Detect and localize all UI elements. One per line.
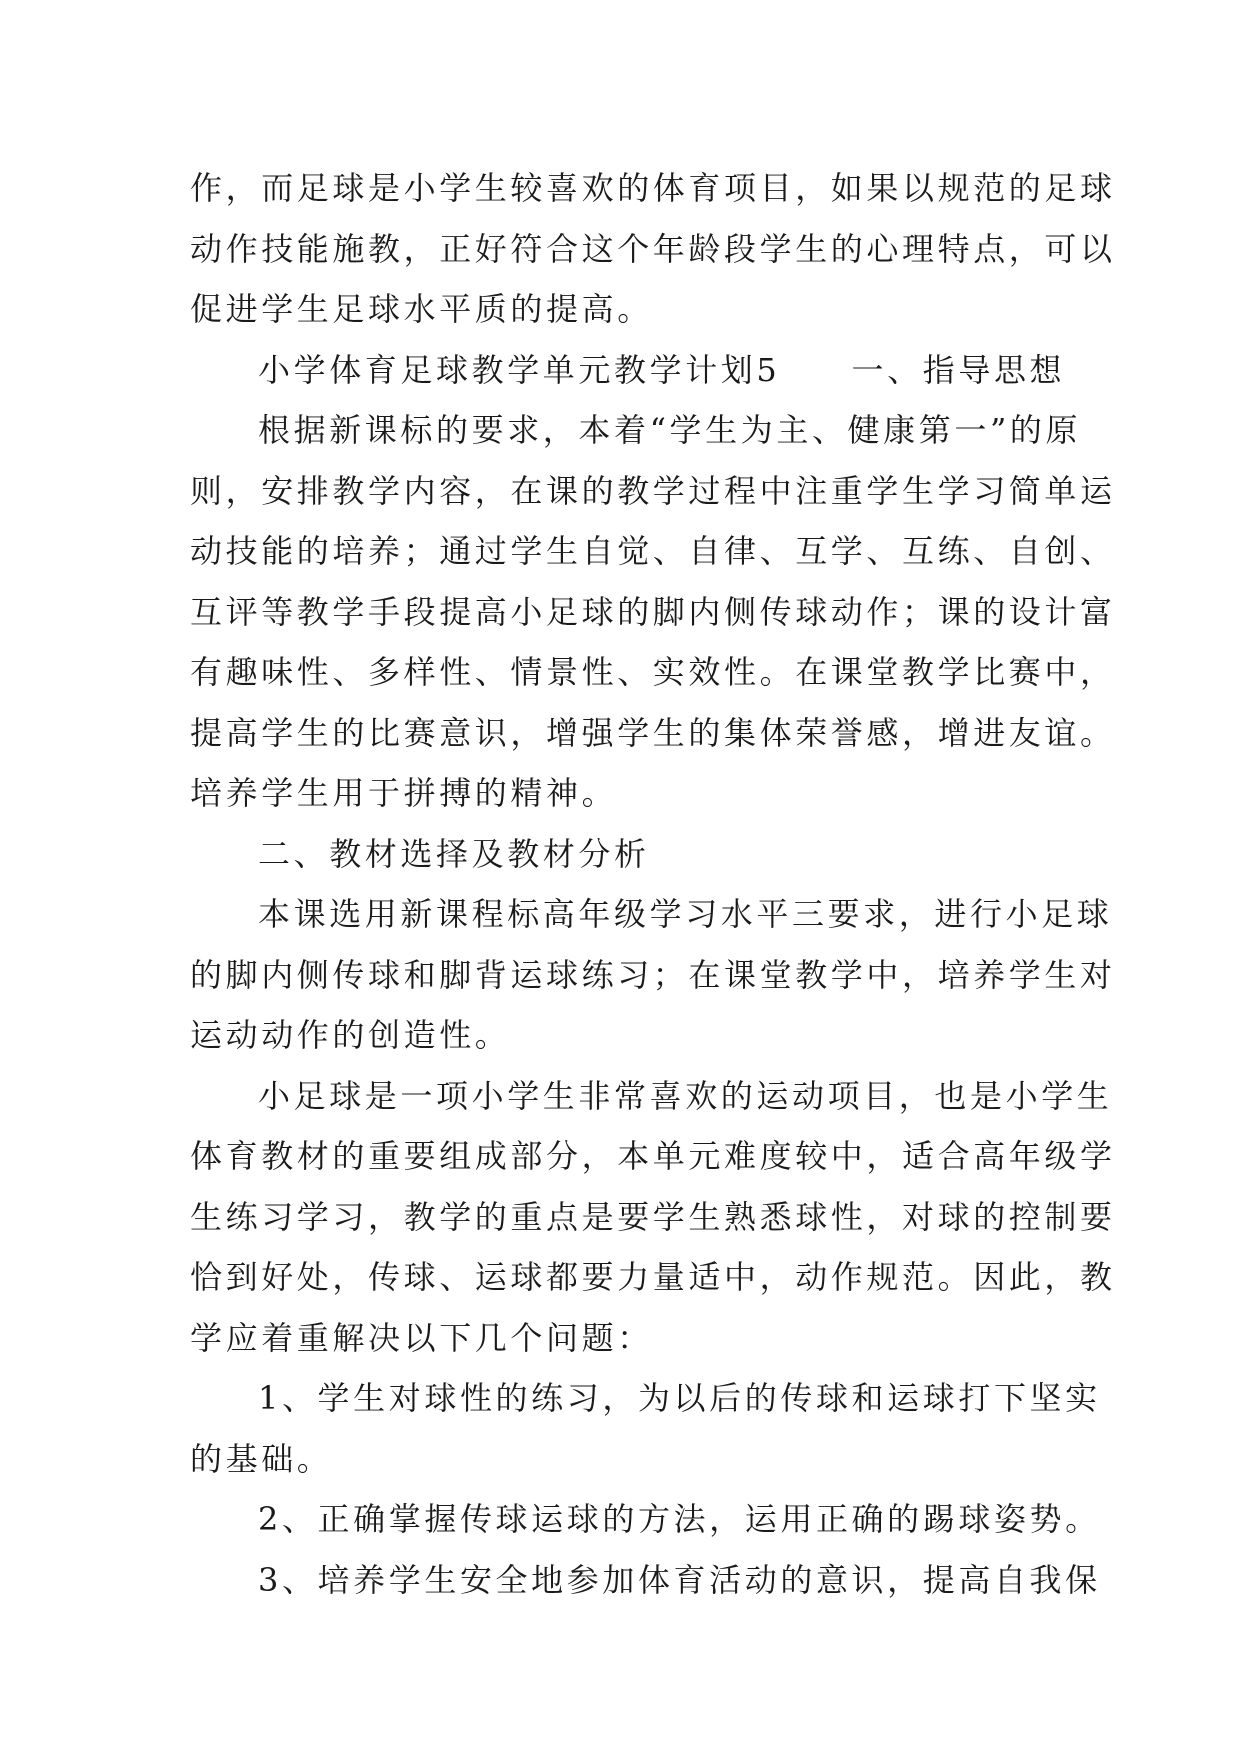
document-body <box>190 158 1116 1610</box>
list-item: 2、正确掌握传球运球的方法，运用正确的踢球姿势。 <box>258 1500 1101 1538</box>
text-line: 的脚内侧传球和脚背运球练习；在课堂教学中，培养学生对 <box>190 955 1116 994</box>
text-line: 恰到好处，传球、运球都要力量适中，动作规范。因此，教 <box>190 1258 1116 1296</box>
text-line: 生练习学习，教学的重点是要学生熟悉球性，对球的控制要 <box>190 1197 1116 1236</box>
section-heading: 二、教材选择及教材分析 <box>258 834 650 873</box>
text-line: 体育教材的重要组成部分，本单元难度较中，适合高年级学 <box>190 1137 1116 1175</box>
text-line: 促进学生足球水平质的提高。 <box>190 290 653 328</box>
text-line: 本课选用新课程标高年级学习水平三要求，进行小足球 <box>258 895 1113 933</box>
text-line: 有趣味性、多样性、情景性、实效性。在课堂教学比赛中， <box>190 653 1116 691</box>
text-line: 的基础。 <box>190 1439 333 1478</box>
text-line: 作，而足球是小学生较喜欢的体育项目，如果以规范的足球 <box>190 169 1116 207</box>
text-line: 培养学生用于拼搏的精神。 <box>190 774 618 812</box>
text-line: 学应着重解决以下几个问题： <box>190 1318 653 1357</box>
text-line: 互评等教学手段提高小足球的脚内侧传球动作；课的设计富 <box>190 592 1116 631</box>
text-line: 则，安排教学内容，在课的教学过程中注重学生学习简单运 <box>190 471 1116 510</box>
section-heading: 小学体育足球教学单元教学计划5 一、指导思想 <box>258 350 1066 389</box>
list-item: 3、培养学生安全地参加体育活动的意识，提高自我保 <box>258 1560 1101 1599</box>
text-line: 根据新课标的要求，本着“学生为主、健康第一”的原 <box>258 411 1082 449</box>
text-line: 提高学生的比赛意识，增强学生的集体荣誉感，增进友谊。 <box>190 713 1116 752</box>
text-line: 动作技能施教，正好符合这个年龄段学生的心理特点，可以 <box>190 229 1116 268</box>
list-item: 1、学生对球性的练习，为以后的传球和运球打下坚实 <box>258 1379 1101 1417</box>
text-line: 动技能的培养；通过学生自觉、自律、互学、互练、自创、 <box>190 532 1116 570</box>
text-line: 小足球是一项小学生非常喜欢的运动项目，也是小学生 <box>258 1076 1113 1115</box>
text-line: 运动动作的创造性。 <box>190 1016 511 1054</box>
